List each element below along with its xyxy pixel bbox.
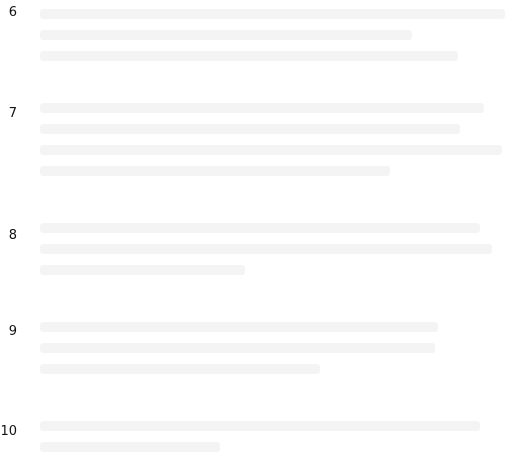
- line-number-9: 9: [8, 324, 17, 339]
- faded-text-block-6: [40, 9, 505, 72]
- line-number-6: 6: [8, 5, 17, 20]
- faded-text-block-9: [40, 322, 438, 385]
- faded-text-block-7: [40, 103, 502, 187]
- line-number-10: 10: [0, 424, 17, 439]
- faded-text-block-10: [40, 421, 480, 463]
- line-number-8: 8: [8, 228, 17, 243]
- faded-text-block-8: [40, 223, 492, 286]
- line-number-7: 7: [8, 106, 17, 121]
